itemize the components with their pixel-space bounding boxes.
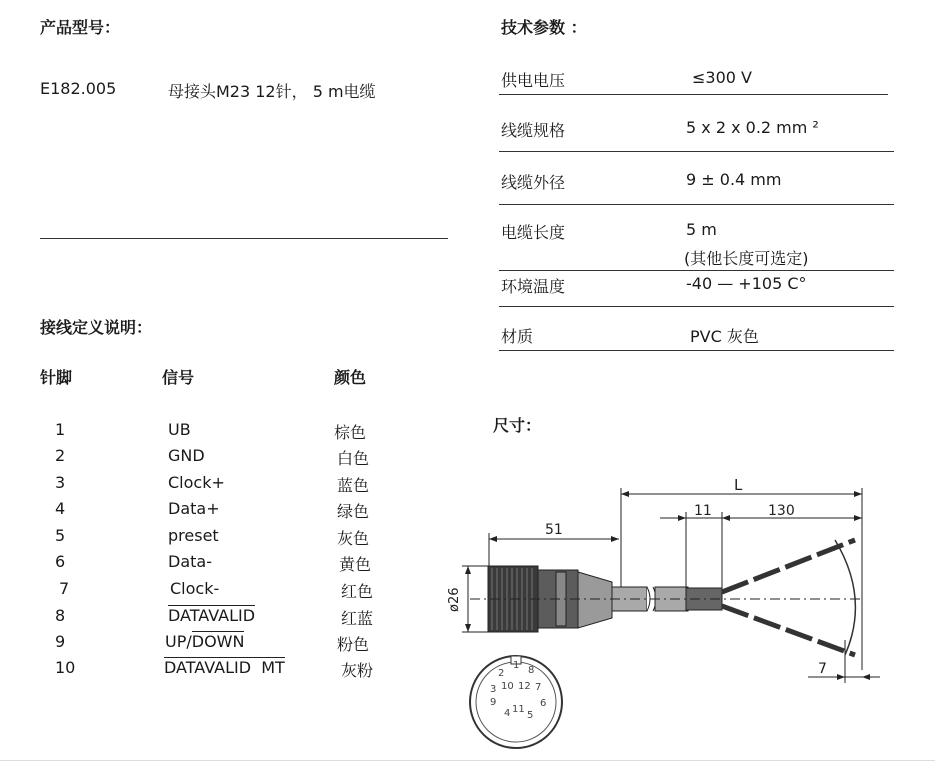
pin-label: 8: [528, 665, 535, 676]
pin-label: 1: [513, 660, 520, 671]
wiring-signal-up: UP/: [165, 632, 192, 651]
product-description: 母接头M23 12针， 5 m电缆: [168, 82, 376, 101]
pin-label: 11: [512, 704, 525, 715]
pin-label: 9: [490, 697, 497, 708]
dim-label-130: 130: [768, 503, 795, 519]
spec-value-note: (其他长度可选定): [684, 249, 809, 268]
wiring-header-color: 颜色: [334, 368, 367, 387]
dim-label-51: 51: [545, 522, 563, 538]
wiring-pin: 2: [55, 446, 66, 465]
wiring-header-pin: 针脚: [40, 368, 73, 387]
spec-label: 电缆长度: [501, 223, 566, 242]
pin-label: 6: [540, 698, 547, 709]
wiring-pin: 9: [55, 632, 66, 651]
wiring-signal: DATAVALID MT: [164, 658, 285, 677]
wiring-signal: Data-: [168, 552, 212, 571]
wiring-pin: 8: [55, 606, 66, 625]
pin-label: 2: [498, 668, 505, 679]
wiring-signal-down: DOWN: [191, 632, 245, 651]
wiring-heading: 接线定义说明：: [40, 318, 153, 337]
spec-label: 线缆规格: [501, 121, 566, 140]
wiring-pin: 5: [55, 526, 66, 545]
specs-heading: 技术参数 ：: [501, 18, 587, 37]
spec-value: 9 ± 0.4 mm: [686, 170, 782, 189]
dim-label-L: L: [734, 476, 743, 494]
spec-value: 5 x 2 x 0.2 mm ²: [686, 118, 819, 137]
wiring-pin: 6: [55, 552, 66, 571]
wiring-color: 棕色: [334, 423, 367, 442]
wiring-signal: Clock+: [168, 473, 225, 492]
spec-value: -40 — +105 C°: [686, 274, 807, 293]
wiring-color: 粉色: [337, 635, 370, 654]
wiring-color: 红色: [341, 582, 374, 601]
wiring-color: 蓝色: [337, 476, 370, 495]
wiring-color: 绿色: [337, 502, 370, 521]
pin-label: 12: [518, 681, 531, 692]
product-code: E182.005: [40, 79, 117, 98]
spec-label: 供电电压: [501, 71, 566, 90]
wiring-color: 灰色: [337, 529, 370, 548]
wiring-pin: 4: [55, 499, 66, 518]
wiring-signal: Data+: [168, 499, 220, 518]
pin-label: 4: [504, 708, 511, 719]
dimensions-heading: 尺寸：: [493, 416, 542, 435]
spec-value: PVC 灰色: [690, 327, 759, 346]
wiring-pin: 7: [59, 579, 70, 598]
pin-label: 3: [490, 684, 497, 695]
wiring-signal: DATAVALID: [168, 606, 256, 625]
wiring-signal: GND: [168, 446, 205, 465]
wiring-header-signal: 信号: [162, 368, 195, 387]
wiring-signal: UB: [168, 420, 191, 439]
connector-body: [470, 540, 860, 655]
spec-value: ≤300 V: [692, 68, 752, 87]
spec-label: 线缆外径: [501, 173, 566, 192]
footer-divider: [0, 760, 935, 761]
wiring-color: 灰粉: [341, 661, 374, 680]
dim-label-7: 7: [818, 661, 827, 677]
wiring-signal: preset: [168, 526, 219, 545]
spec-label: 环境温度: [501, 277, 566, 296]
wiring-color: 白色: [337, 449, 370, 468]
dim-label-11: 11: [694, 503, 712, 519]
wiring-pin: 1: [55, 420, 66, 439]
dim-label-dia: ø26: [447, 587, 462, 612]
pin-label: 5: [527, 710, 534, 721]
wiring-pin: 3: [55, 473, 66, 492]
pin-label: 10: [501, 681, 514, 692]
wiring-pin: 10: [55, 658, 76, 677]
wiring-signal: Clock-: [170, 579, 220, 598]
product-heading: 产品型号：: [40, 18, 121, 37]
wiring-color: 黄色: [339, 555, 372, 574]
pin-label: 7: [535, 682, 542, 693]
wiring-color: 红蓝: [341, 609, 374, 628]
spec-value: 5 m: [686, 220, 717, 239]
spec-label: 材质: [501, 327, 534, 346]
